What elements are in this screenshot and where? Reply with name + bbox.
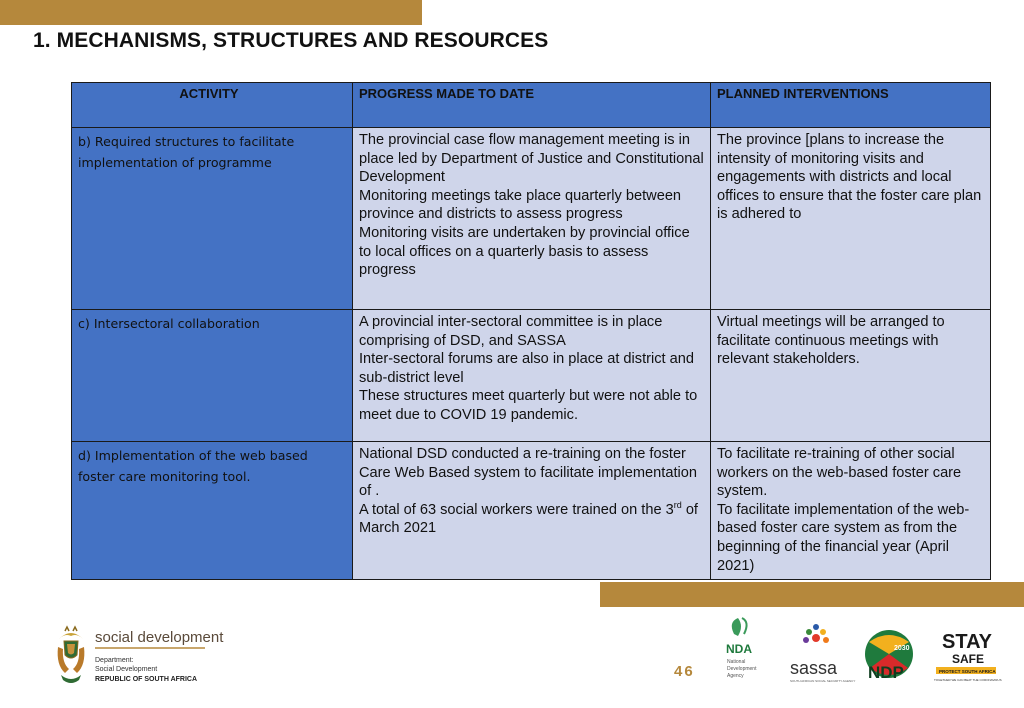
page-number: 46 [674,663,695,680]
page-title: 1. MECHANISMS, STRUCTURES AND RESOURCES [33,29,549,52]
nda-sub: Agency [727,673,744,679]
stay-text: STAY [942,631,993,653]
top-decorative-bar [0,0,422,25]
logo-name: social development [95,629,224,646]
activity-cell [72,442,353,580]
sassa-sub: SOUTH AFRICAN SOCIAL SECURITY AGENCY [790,679,856,683]
progress-line: Monitoring meetings take place quarterly between province and districts to assess progress [359,187,682,223]
planned-line: To facilitate re-training of other social workers on the web-based foster care system. [717,446,962,500]
safe-text: SAFE [952,652,985,666]
header-activity: ACTIVITY [72,83,353,128]
logo-line: REPUBLIC OF SOUTH AFRICA [95,676,198,683]
activity-line: implementation of programme [78,155,272,170]
activity-cell [72,310,353,442]
progress-line [359,501,704,538]
planned-line: To facilitate implementation of the web-based foster care system as from the beginning of the financial year (April 2021) [717,501,970,574]
planned-cell [711,310,991,442]
progress-cell [353,128,711,310]
stay-safe-logo [934,631,1002,682]
planned-line: The province [plans to increase the intensity of monitoring visits and engagements with districts and local offices to ensure that the foster care plan is adhered to [717,132,982,223]
coat-of-arms-icon [58,627,85,683]
progress-text: of March 2021 [359,501,698,537]
bottom-decorative-bar [600,582,1024,607]
table-row [72,442,991,580]
activity-line: b) Required structures to facilitate [78,134,295,149]
activity-cell [72,128,353,310]
progress-cell [353,442,711,580]
nda-sub: Development [727,666,757,672]
sassa-logo [790,624,855,683]
table-row [72,310,991,442]
activity-line: c) Intersectoral collaboration [78,316,260,331]
stay-safe-tag: TOGETHER WE CAN BEAT THE CORONAVIRUS [934,678,1002,682]
ndp-year: 2030 [894,645,910,652]
planned-cell [711,442,991,580]
table-row [72,128,991,310]
ndp-2030-logo [865,630,913,682]
activity-line: foster care monitoring tool. [78,469,251,484]
header-progress: PROGRESS MADE TO DATE [353,83,711,128]
table-header-row [72,83,991,128]
nda-sub: National [727,659,746,665]
nda-name: NDA [726,642,752,656]
ndp-name: NDP [868,663,904,682]
social-development-logo [55,625,230,695]
header-planned: PLANNED INTERVENTIONS [711,83,991,128]
progress-line: Inter-sectoral forums are also in place at district and sub-district level [359,351,694,386]
progress-line: National DSD conducted a re-training on the foster Care Web Based system to facilitate implementation of . [359,446,697,500]
progress-line: The provincial case flow management meeting is in place led by Department of Justice and Constitutional Development [359,132,704,186]
stay-safe-band: PROTECT SOUTH AFRICA [939,669,996,674]
planned-cell [711,128,991,310]
progress-cell [353,310,711,442]
activity-line: d) Implementation of the web based [78,448,308,463]
planned-line: Virtual meetings will be arranged to facilitate continuous meetings with relevant stakeholders. [717,314,945,368]
ordinal-suffix: rd [673,499,682,510]
progress-line: Monitoring visits are undertaken by provincial office to local offices on a quarterly basis to assess progress [359,224,690,279]
nda-logo [726,618,757,679]
progress-text: A total of 63 social workers were trained on the 3 [359,501,674,518]
partner-logos [720,616,1020,696]
sassa-name: sassa [790,658,838,678]
logo-line: Department: [95,657,134,664]
progress-line: A provincial inter-sectoral committee is in place comprising of DSD, and SASSA [359,314,663,349]
progress-line: These structures meet quarterly but were not able to meet due to COVID 19 pandemic. [359,388,698,423]
progress-table [71,82,991,580]
logo-line: Social Development [95,666,158,673]
